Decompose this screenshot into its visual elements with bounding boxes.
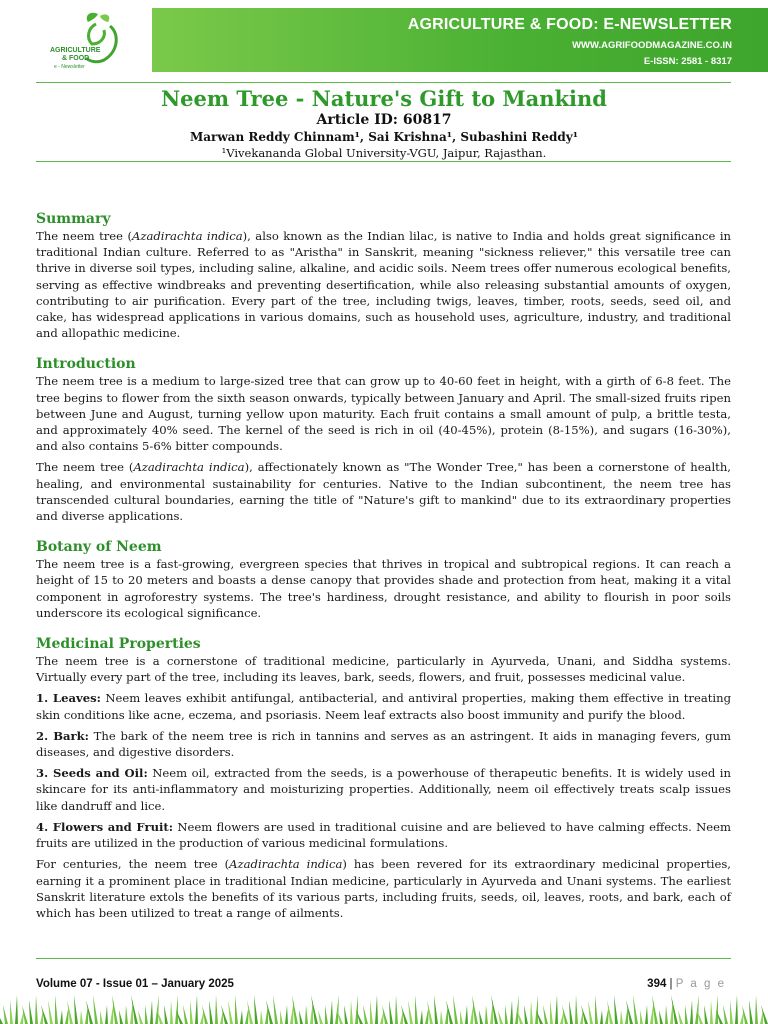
grass-blade xyxy=(0,1010,3,1024)
grass-blade xyxy=(505,1005,508,1024)
grass-blade xyxy=(15,995,18,1024)
grass-blade xyxy=(620,1010,623,1024)
grass-blade xyxy=(325,1005,328,1024)
grass-blade xyxy=(479,1010,483,1024)
grass-blade xyxy=(524,1005,528,1024)
newsletter-header xyxy=(0,0,768,80)
article-id: Article ID: 60817 xyxy=(316,112,452,128)
grass-blade xyxy=(685,1005,688,1024)
grass-blade xyxy=(344,1005,348,1024)
grass-blade xyxy=(408,1000,413,1024)
grass-blade xyxy=(395,995,398,1024)
grass-blade xyxy=(614,995,618,1024)
page-number: 394 xyxy=(647,978,667,990)
grass-blade xyxy=(93,995,98,1024)
grass-blade xyxy=(434,995,438,1024)
grass-blade xyxy=(645,1005,648,1024)
introduction-paragraph-2: The neem tree (Azadirachta indica), affectionately known as "The Wonder Tree," has been a cornerstone of health, healing, and environmental sustainability for centuries. Native to the Indian subcontinent, the neem tree has transcended cultural boundaries, earning the title of "Nature's gift to mankind" due to its extraordinary properties and diverse applications. xyxy=(36,460,731,524)
header-divider xyxy=(36,82,731,83)
grass-blade xyxy=(3,1005,8,1024)
grass-blade xyxy=(710,1000,713,1024)
grass-blade xyxy=(415,995,418,1024)
introduction-paragraph-1: The neem tree is a medium to large-sized tree that can grow up to 40-60 feet in height, with a girth of 6-8 feet. The tree begins to flower from the sixth season onwards, typically between January and April. The small-sized fruits ripen between June and August, turning yellow upon maturity. Each fruit contains a small amount of pulp, a brittle testa, and approximately 40% seed. The kernel of the seed is rich in oil (40-45%), protein (8-15%), and sugars (16-30%), and also contains 5-6% bitter compounds. xyxy=(36,374,731,454)
grass-blade xyxy=(280,1010,283,1024)
grass-blade xyxy=(550,1000,553,1024)
newsletter-issn: E-ISSN: 2581 - 8317 xyxy=(643,56,732,67)
grass-blade xyxy=(749,1000,753,1024)
grass-blade xyxy=(100,1010,103,1024)
botany-heading: Botany of Neem xyxy=(36,539,162,556)
grass-blade xyxy=(138,1010,143,1024)
grass-blade xyxy=(164,1005,168,1024)
grass-blade xyxy=(190,1000,193,1024)
grass-blade xyxy=(240,1010,243,1024)
medicinal-heading: Medicinal Properties xyxy=(36,636,201,653)
grass-blade xyxy=(575,995,578,1024)
grass-blade xyxy=(389,1000,393,1024)
grass-blade xyxy=(704,1005,708,1024)
grass-blade xyxy=(228,1000,233,1024)
grass-blade xyxy=(460,1010,463,1024)
grass-blade xyxy=(485,1005,488,1024)
grass-blade xyxy=(595,995,598,1024)
grass-blade xyxy=(678,1010,683,1024)
grass-blade xyxy=(453,995,458,1024)
grass-blade xyxy=(80,1010,83,1024)
grass-blade xyxy=(510,1000,513,1024)
grass-blade xyxy=(235,995,238,1024)
grass-blade xyxy=(74,995,78,1024)
grass-blade xyxy=(363,1005,368,1024)
newsletter-website[interactable]: WWW.AGRIFOODMAGAZINE.CO.IN xyxy=(572,40,732,51)
grass-blade xyxy=(35,995,38,1024)
grass-blade xyxy=(150,1000,153,1024)
article-body xyxy=(36,210,731,921)
grass-blade xyxy=(125,1005,128,1024)
grass-blade xyxy=(690,1000,693,1024)
footer-page: 394 | P a g e xyxy=(647,978,726,990)
page-label: P a g e xyxy=(675,978,726,990)
grass-blade xyxy=(318,1010,323,1024)
grass-blade xyxy=(543,1005,548,1024)
grass-blade xyxy=(105,1005,108,1024)
grass-blade xyxy=(633,995,638,1024)
grass-blade xyxy=(55,995,58,1024)
grass-blade xyxy=(695,995,699,1024)
magazine-logo xyxy=(40,8,150,76)
grass-blade xyxy=(370,1000,373,1024)
grass-blade xyxy=(735,995,738,1024)
grass-blade xyxy=(10,1000,13,1024)
medicinal-paragraph-closing: For centuries, the neem tree (Azadirachta indica) has been revered for its extraordinary medicinal properties, earning it a prominent place in traditional Indian medicine, particularly in Ayurveda and Unani systems. The earliest Sanskrit literature extols the benefits of its various parts, including fruits, seeds, oil, leaves, roots, and bark, each of which has been utilized to treat a range of ailments. xyxy=(36,857,731,920)
grass-decoration xyxy=(0,990,768,1024)
grass-blade xyxy=(420,1010,423,1024)
grass-blade xyxy=(335,995,339,1024)
grass-blade xyxy=(569,1000,573,1024)
logo-text-1: AGRICULTURE xyxy=(50,47,101,54)
grass-blade xyxy=(305,1005,308,1024)
grass-blade xyxy=(535,995,538,1024)
medicinal-item-seeds-oil: 3. Seeds and Oil: Neem oil, extracted from the seeds, is a powerhouse of therapeutic benefits. It is widely used in skincare for its anti-inflammatory and moisturizing properties. Additionally, neem oil effectively treats scalp issues like dandruff and lice. xyxy=(36,766,731,813)
newsletter-title: AGRICULTURE & FOOD: E-NEWSLETTER xyxy=(407,16,732,33)
grass-blade xyxy=(273,995,278,1024)
botany-paragraph: The neem tree is a fast-growing, evergreen species that thrives in tropical and subtropical regions. It can reach a height of 15 to 20 meters and boasts a dense canopy that provides shade and protection from heat, making it a vital component in agroforestry systems. The tree's hardiness, drought resistance, and ability to flourish in poor soils underscore its ecological significance. xyxy=(36,557,731,620)
grass-blade xyxy=(170,1000,173,1024)
grass-blade xyxy=(155,995,159,1024)
grass-blade xyxy=(29,1000,33,1024)
summary-paragraph: The neem tree (Azadirachta indica), also known as the Indian lilac, is native to India and holds great significance in traditional Indian culture. Referred to as "Aristha" in Sanskrit, meaning "sickness reliever," this versatile tree can thrive in diverse soil types, including saline, alkaline, and acidic soils. Neem trees offer numerous ecological benefits, serving as effective windbreaks and preventing desertification, while also releasing substantial amounts of oxygen, contributing to air purification. Every part of the tree, including twigs, leaves, timber, roots, seeds, seed oil, and cake, has widespread applications in various domains, such as household uses, agriculture, industry, and traditional and allopathic medicine. xyxy=(36,229,731,341)
article-affiliation: ¹Vivekananda Global University-VGU, Jaipur, Rajasthan. xyxy=(221,146,547,160)
medicinal-paragraph-intro: The neem tree is a cornerstone of traditional medicine, particularly in Ayurveda, Unani, and Siddha systems. Virtually every part of the tree, including its leaves, bark, seeds, flowers, and fruit, possesses medicinal value. xyxy=(36,654,731,685)
summary-heading: Summary xyxy=(36,211,111,227)
logo-text-2: & FOOD xyxy=(62,55,90,62)
grass-blade xyxy=(60,1010,63,1024)
grass-blade xyxy=(254,995,258,1024)
footer-volume: Volume 07 - Issue 01 – January 2025 xyxy=(36,978,234,990)
header-banner xyxy=(152,8,768,72)
grass-blade xyxy=(350,1000,353,1024)
medicinal-item-leaves: 1. Leaves: Neem leaves exhibit antifungal, antibacterial, and antiviral properties, making them effective in treating skin conditions like acne, eczema, and psoriasis. Neem leaf extracts also boost immunity and purify the blood. xyxy=(36,691,731,722)
grass-blade xyxy=(640,1010,643,1024)
logo-text-3: e - Newsletter xyxy=(54,64,85,70)
grass-blade xyxy=(375,995,378,1024)
medicinal-item-bark: 2. Bark: The bark of the neem tree is rich in tannins and serves as an astringent. It aids in managing fevers, gum diseases, and digestive disorders. xyxy=(36,728,731,760)
grass-blade xyxy=(260,1010,263,1024)
introduction-heading: Introduction xyxy=(36,356,136,373)
grass-blade xyxy=(465,1005,468,1024)
grass-blade xyxy=(498,1010,503,1024)
grass-blade xyxy=(215,995,218,1024)
medicinal-item-flowers-fruit: 4. Flowers and Fruit: Neem flowers are used in traditional cuisine and are believed to have calming effects. Neem fruits are utilized in the production of various medicinal formulations. xyxy=(36,819,731,851)
grass-blade xyxy=(145,1005,148,1024)
grass-blade xyxy=(195,995,198,1024)
footer-divider xyxy=(36,958,731,959)
title-divider xyxy=(36,161,731,162)
grass-blade xyxy=(299,1010,303,1024)
grass-blade xyxy=(48,1000,53,1024)
grass-blade xyxy=(209,1000,213,1024)
grass-blade xyxy=(530,1000,533,1024)
grass-blade xyxy=(600,1010,603,1024)
grass-blade xyxy=(440,1010,443,1024)
grass-blade xyxy=(330,1000,333,1024)
grass-blade xyxy=(665,1005,668,1024)
grass-blade xyxy=(755,995,758,1024)
grass-blade xyxy=(515,995,519,1024)
leaf-icon xyxy=(86,13,116,62)
grass-blade xyxy=(715,995,718,1024)
grass-blade xyxy=(730,1000,733,1024)
grass-blade xyxy=(285,1005,288,1024)
article-authors: Marwan Reddy Chinnam¹, Sai Krishna¹, Subashini Reddy¹ xyxy=(189,130,579,144)
grass-blade xyxy=(175,995,178,1024)
grass-blade xyxy=(355,995,358,1024)
grass-blade xyxy=(723,1005,728,1024)
grass-blade xyxy=(588,1000,593,1024)
grass-blade xyxy=(119,1010,123,1024)
grass-blade xyxy=(659,1010,663,1024)
article-title: Neem Tree - Nature's Gift to Mankind xyxy=(160,86,607,111)
grass-blade xyxy=(183,1005,188,1024)
grass-blade xyxy=(555,995,558,1024)
